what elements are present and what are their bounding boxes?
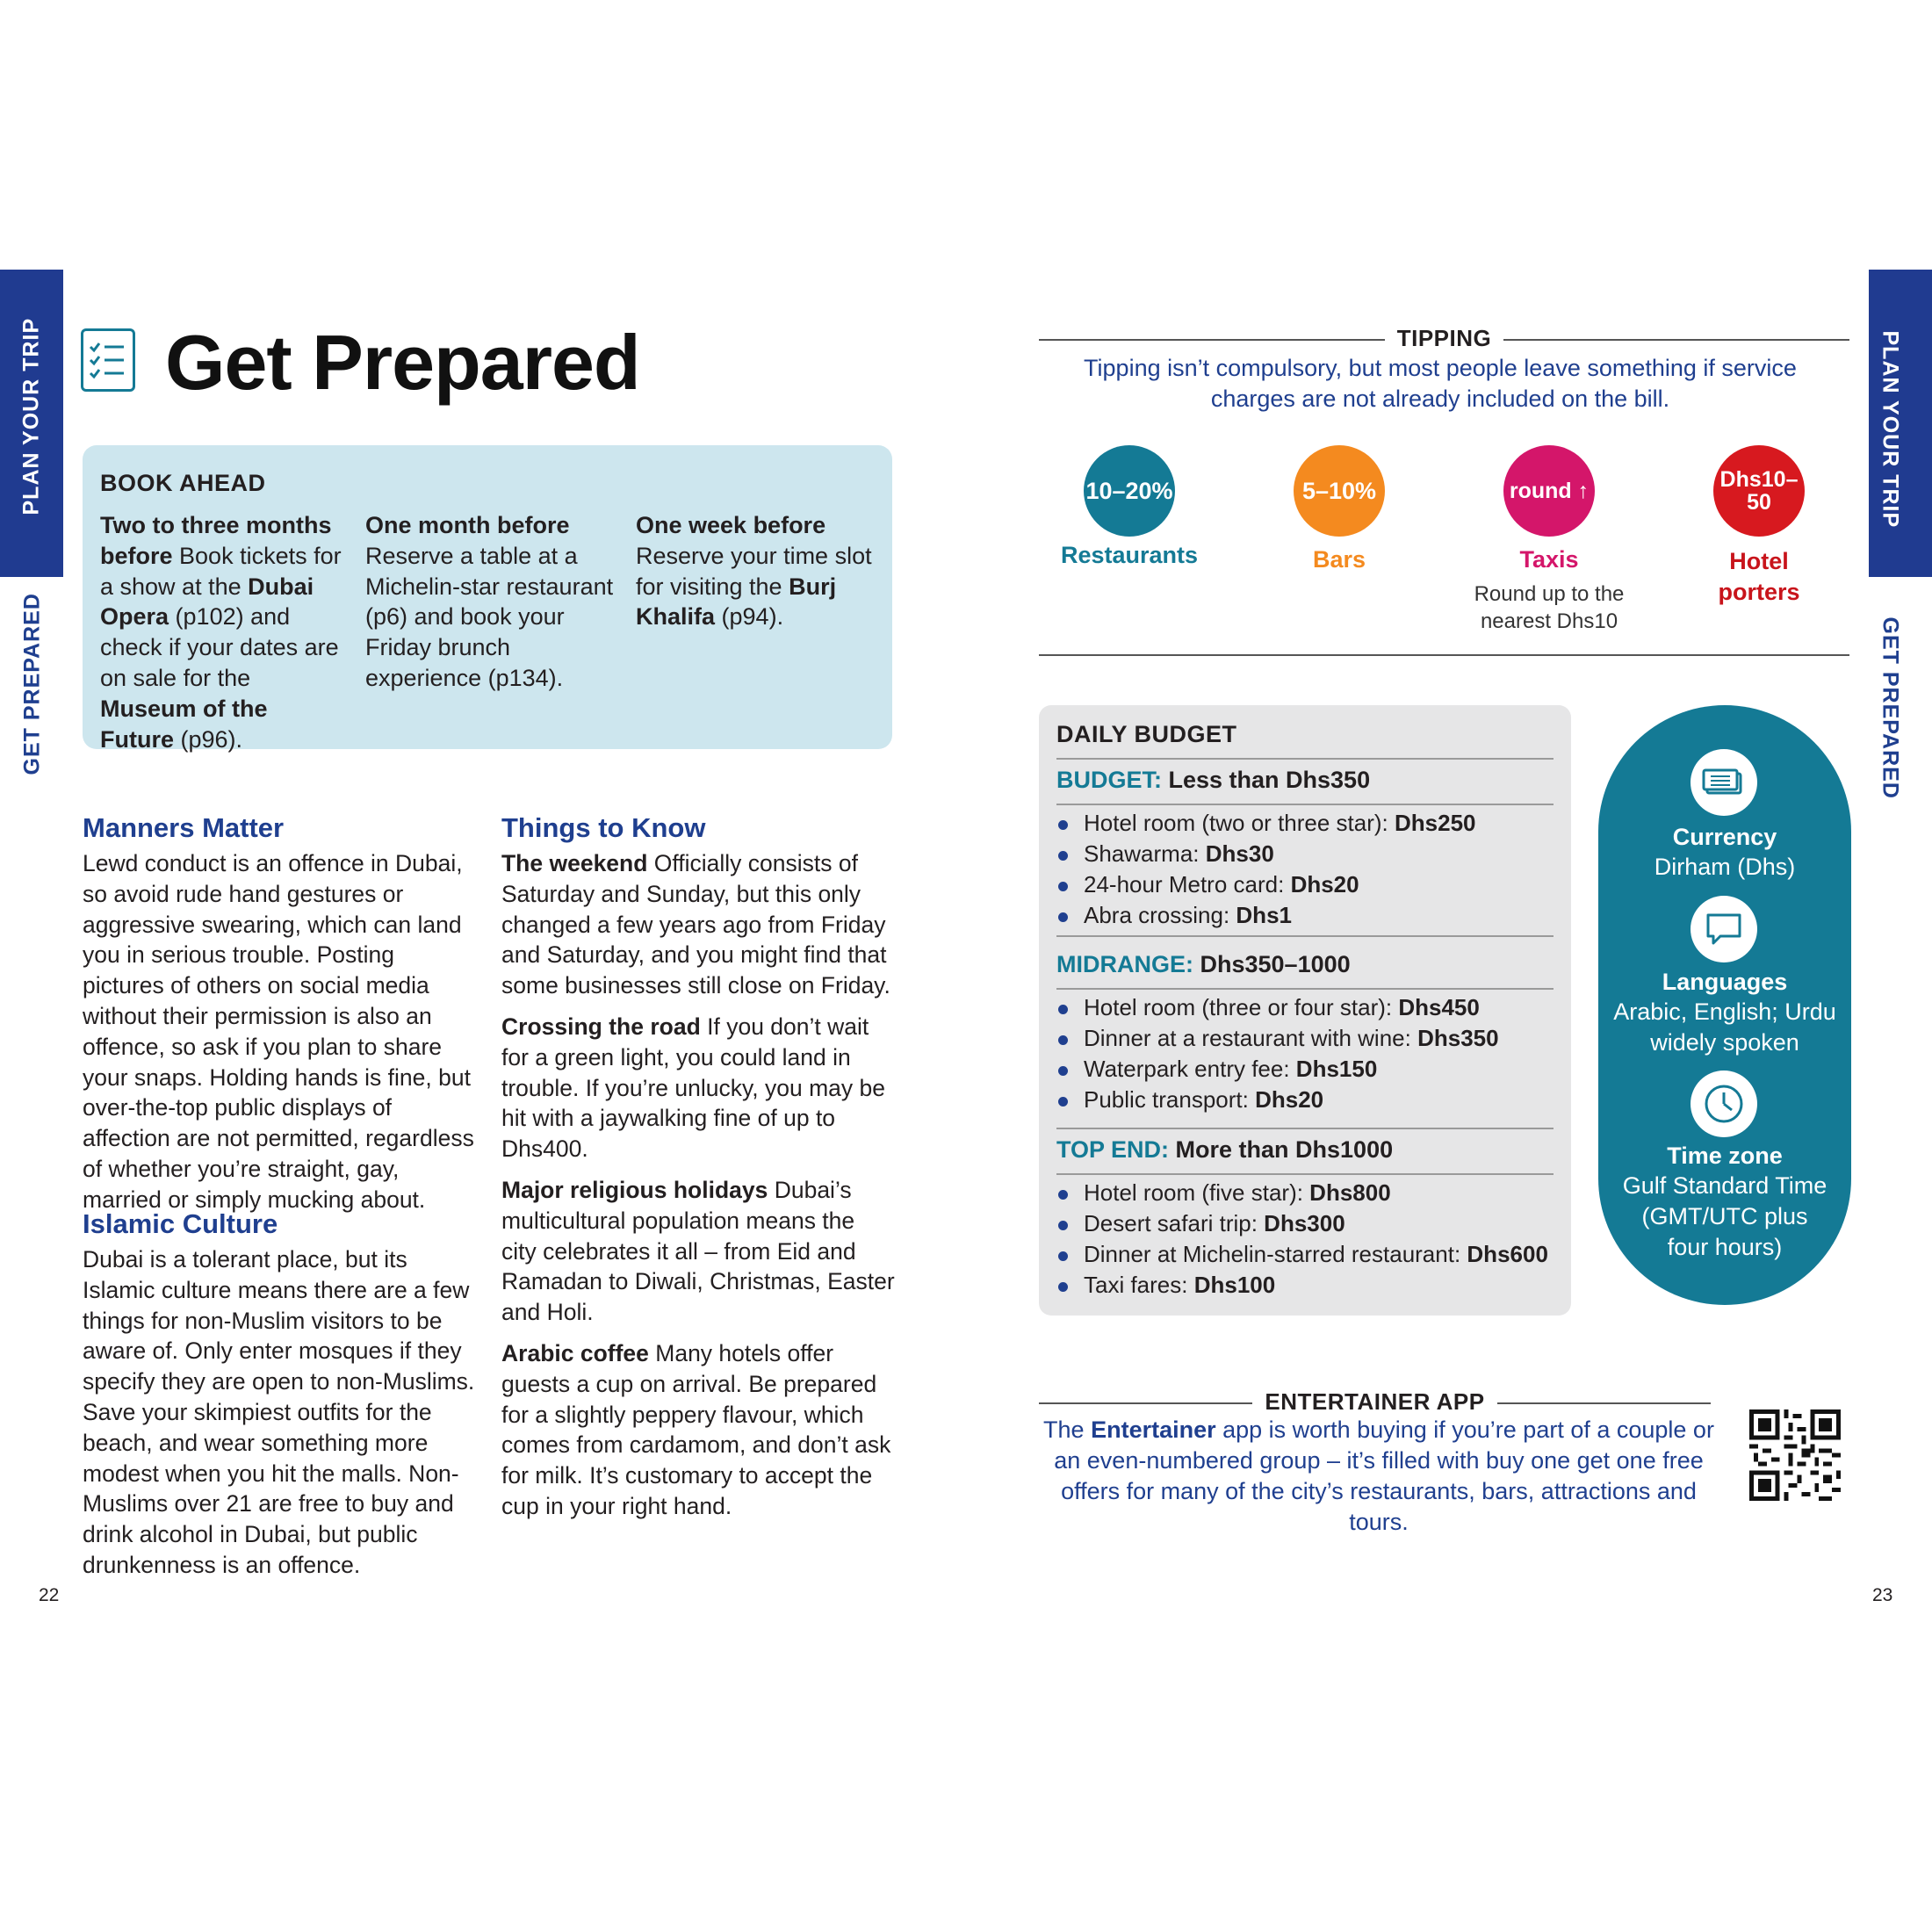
budget-list-item [1056,992,1499,1023]
item-label: Hotel room (five star): [1084,1179,1310,1206]
entertainer-heading-wrap [1039,1388,1711,1416]
book-col1-text-1: Book tickets for a show at the [100,542,342,600]
item-price: Dhs20 [1255,1086,1324,1113]
item-label: Shawarma: [1084,840,1206,867]
book-ahead-box [83,445,892,753]
budget-list-item [1056,869,1476,900]
languages-line-2: widely spoken [1650,1029,1799,1056]
checklist-icon [81,328,135,392]
budget-list [1056,992,1499,1115]
item-label: Public transport: [1084,1086,1256,1113]
tier-range: More than Dhs1000 [1169,1136,1394,1163]
item-price: Dhs100 [1193,1272,1276,1298]
budget-list-item [1056,1178,1548,1208]
item-price: Dhs250 [1395,810,1476,836]
tip-label-restaurants: Restaurants [1060,542,1199,568]
budget-divider [1056,935,1554,937]
tip-label-taxis: Taxis [1519,546,1579,573]
tier-name: BUDGET: [1056,767,1162,793]
currency-text: Dirham (Dhs) [1654,854,1796,880]
tip-badge-porters: Dhs10–50 [1713,445,1805,537]
tipping-heading-wrap [1039,325,1849,352]
entertainer-text-2: app is worth buying if you’re part of a couple or an even-numbered group – it’s filled with buy one get one free offers for many of the city’s restaurants, bars, attractions and tours. [1054,1417,1714,1535]
book-col1-text-3: (p96). [174,725,243,753]
currency-title: Currency [1672,824,1777,850]
budget-divider [1056,804,1554,805]
right-chapter-label: GET PREPARED [1878,616,1903,799]
tip-badge-bars: 5–10% [1294,445,1385,537]
entertainer-text-1: The [1043,1417,1092,1443]
left-chapter-label: GET PREPARED [19,593,45,775]
budget-divider [1056,1173,1554,1175]
book-col1-text-2: (p102) and check if your dates are on sale for the [100,603,339,691]
things-item-text: Dubai’s multicultural population means the city celebrates it all – from Eid and Ramadan to Diwali, Christmas, Easter and Holi. [501,1176,895,1326]
item-price: Dhs20 [1290,871,1359,898]
page-title: Get Prepared [165,319,640,406]
manners-text: Lewd conduct is an offence in Dubai, so avoid rude hand gestures or aggressive swearing, which can land you in serious trouble. Posting pictures of others on social media without their permission is also an offence, so ask if you plan to share your snaps. Holding hands is fine, but over-the-top public displays of affection are not permitted, regardless of whether you’re straight, gay, married or simply mucking about. [83,850,474,1213]
item-label: Taxi fares: [1084,1272,1194,1298]
book-col3-text-1: Reserve your time slot for visiting the [636,542,872,600]
things-item-text: Many hotels offer guests a cup on arrival. Be prepared for a slightly peppery flavour, which comes from cardamom, and don’t ask for milk. It’s customary to accept the cup in your right hand. [501,1339,891,1519]
tip-sub-taxis: Round up to the nearest Dhs10 [1474,582,1625,633]
item-price: Dhs30 [1205,840,1274,867]
budget-list-item [1056,1208,1548,1239]
entertainer-text [1036,1415,1721,1538]
book-col2-lead: One month before [365,512,570,538]
right-page-number: 23 [1872,1585,1893,1605]
item-price: Dhs150 [1295,1056,1378,1082]
tip-badge-taxis: round ↑ [1503,445,1595,537]
item-label: Hotel room (three or four star): [1084,994,1399,1020]
budget-list-item [1056,1054,1499,1085]
book-ahead-col-1 [100,510,346,754]
item-label: Dinner at Michelin-starred restaurant: [1084,1241,1467,1267]
timezone-line-3: four hours) [1667,1234,1783,1260]
daily-budget-box [1039,705,1571,1316]
book-col3-bold-1: Burj Khalifa [636,573,837,631]
budget-list-item [1056,1270,1548,1301]
info-pill [1598,705,1851,1305]
daily-budget-heading: DAILY BUDGET [1056,721,1237,747]
item-price: Dhs600 [1467,1241,1548,1267]
item-price: Dhs350 [1417,1025,1499,1051]
budget-tier-budget [1056,767,1370,794]
things-item-text: Officially consists of Saturday and Sunday, but this only changed a few years ago from Friday and Saturday, and you might find that some businesses still close on Friday. [501,850,890,999]
manners-heading: Manners Matter [83,812,285,843]
book-ahead-col-2 [365,510,620,694]
book-col2-text: Reserve a table at a Michelin-star restaurant (p6) and book your Friday brunch experience (p134). [365,542,614,691]
book-ahead-heading: BOOK AHEAD [100,470,266,496]
tier-range: Dhs350–1000 [1193,951,1351,977]
languages-title: Languages [1662,969,1788,995]
tipping-rule-bottom [1039,654,1849,656]
item-price: Dhs450 [1398,994,1480,1020]
item-label: Desert safari trip: [1084,1210,1265,1236]
tip-label-porters: Hotel porters [1718,548,1800,605]
item-label: 24-hour Metro card: [1084,871,1291,898]
things-item [501,1338,895,1522]
budget-list-item [1056,1023,1499,1054]
budget-list [1056,808,1476,931]
book-col1-bold-2: Museum of the Future [100,695,268,753]
book-ahead-col-3 [636,510,873,632]
speech-bubble-icon [1690,896,1757,962]
book-col1-bold-1: Dubai Opera [100,573,314,631]
banknote-icon [1690,749,1757,816]
tier-name: TOP END: [1056,1136,1170,1163]
things-item [501,1012,895,1164]
book-col3-text-2: (p94). [715,603,784,631]
item-label: Hotel room (two or three star): [1084,810,1395,836]
budget-list-item [1056,900,1476,931]
tipping-heading: TIPPING [1385,325,1504,351]
things-item [501,848,895,1001]
things-item [501,1175,895,1328]
book-col3-lead: One week before [636,512,826,538]
things-item-lead: Arabic coffee [501,1339,649,1366]
budget-divider [1056,758,1554,760]
things-list [501,848,895,1532]
things-item-lead: Crossing the road [501,1013,701,1040]
left-section-label: PLAN YOUR TRIP [18,317,44,515]
things-item-text: If you don’t wait for a green light, you could land in trouble. If you’re unlucky, you may be hit with a jaywalking fine of up to Dhs400. [501,1013,885,1163]
tier-range: Less than Dhs350 [1162,767,1371,793]
islamic-text: Dubai is a tolerant place, but its Islamic culture means there are a few things for non-Muslim visitors to be aware of. Only enter mosques if they specify they are open to non-Muslims. Save your skimpiest outfits for the beach, and wear something more modest when you hit the malls. Non-Muslims over 21 are free to buy and drink alcohol in Dubai, but public drunkenness is an offence. [83,1246,475,1578]
timezone-title: Time zone [1667,1143,1783,1169]
islamic-heading: Islamic Culture [83,1208,278,1239]
budget-list-item [1056,839,1476,869]
budget-tier-midrange [1056,951,1351,978]
tip-badge-restaurants: 10–20% [1084,445,1175,537]
budget-divider [1056,988,1554,990]
things-item-lead: The weekend [501,850,648,876]
budget-list-item [1056,1085,1499,1115]
clock-icon [1690,1071,1757,1137]
tipping-intro: Tipping isn’t compulsory, but most people leave something if service charges are not already included on the bill. [1084,355,1797,412]
book-col1-lead: Two to three months before [100,512,332,569]
timezone-line-2: (GMT/UTC plus [1641,1203,1808,1229]
item-label: Abra crossing: [1084,902,1236,928]
item-price: Dhs300 [1264,1210,1345,1236]
things-item-lead: Major religious holidays [501,1176,768,1203]
timezone-line-1: Gulf Standard Time [1622,1172,1827,1199]
qr-code-icon[interactable] [1749,1409,1841,1501]
item-label: Dinner at a restaurant with wine: [1084,1025,1418,1051]
tip-label-bars: Bars [1312,546,1366,573]
budget-list-item [1056,1239,1548,1270]
entertainer-app-name: Entertainer [1091,1417,1216,1443]
budget-divider [1056,1128,1554,1129]
entertainer-heading: ENTERTAINER APP [1252,1388,1496,1415]
item-label: Waterpark entry fee: [1084,1056,1296,1082]
right-section-label: PLAN YOUR TRIP [1878,330,1903,529]
item-price: Dhs800 [1309,1179,1391,1206]
budget-list [1056,1178,1548,1301]
languages-line-1: Arabic, English; Urdu [1613,998,1836,1025]
left-page-number: 22 [39,1585,60,1605]
budget-list-item [1056,808,1476,839]
tier-name: MIDRANGE: [1056,951,1193,977]
things-heading: Things to Know [501,812,706,843]
budget-tier-top-end [1056,1136,1393,1164]
item-price: Dhs1 [1236,902,1292,928]
